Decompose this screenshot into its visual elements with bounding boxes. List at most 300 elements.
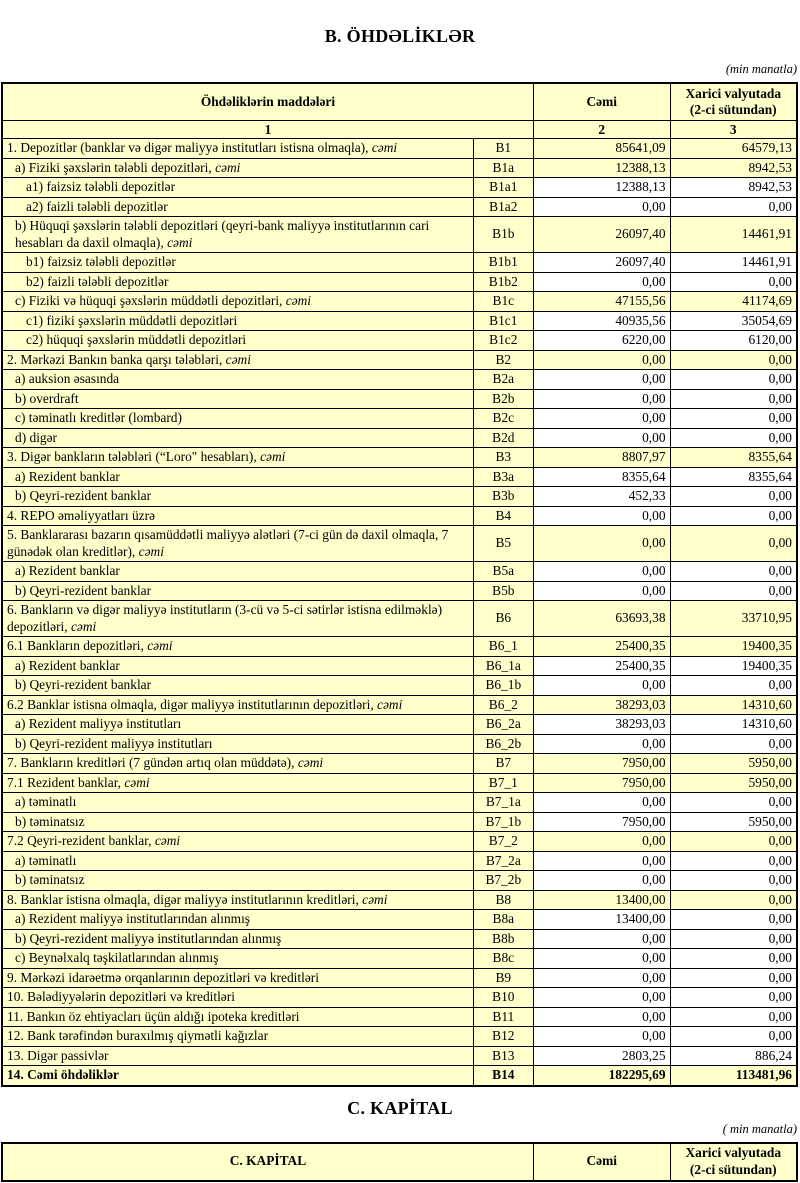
- row-code-cell: B6_1b: [473, 676, 533, 696]
- row-label-cell: [2, 217, 473, 253]
- table-row: [2, 253, 797, 273]
- row-total-value-cell: 0,00: [533, 676, 670, 696]
- row-label: b) Qeyri-rezident banklar: [15, 677, 152, 692]
- row-label: a) Fiziki şəxslərin tələbli depozitləri,: [15, 159, 212, 175]
- table-row: [2, 178, 797, 198]
- capital-header-fx-line1: Xarici valyutada: [685, 1145, 782, 1160]
- table-row: [2, 331, 797, 351]
- row-label-cell: [2, 526, 473, 562]
- row-label-cell: [2, 178, 473, 198]
- row-label-cell: [2, 812, 473, 832]
- row-fx-value-cell: 0,00: [670, 890, 797, 910]
- row-fx-value-cell: 14461,91: [670, 253, 797, 273]
- row-label: 11. Bankın öz ehtiyacları üçün aldığı ipoteka kreditləri: [7, 1008, 300, 1024]
- row-code-cell: B2b: [473, 389, 533, 409]
- row-label: b) təminatsız: [15, 872, 85, 887]
- row-label-cell: [2, 715, 473, 735]
- row-fx-value-cell: 14310,60: [670, 695, 797, 715]
- row-code-cell: B3b: [473, 487, 533, 507]
- table-row: [2, 754, 797, 774]
- row-label: b1) faizsiz tələbli depozitlər: [26, 254, 176, 269]
- row-fx-value-cell: 0,00: [670, 910, 797, 930]
- row-total-value-cell: 85641,09: [533, 139, 670, 159]
- row-label: b) overdraft: [15, 390, 79, 406]
- row-total-value-cell: 0,00: [533, 734, 670, 754]
- table-row: [2, 715, 797, 735]
- row-total-value-cell: 0,00: [533, 506, 670, 526]
- row-total-value-cell: 0,00: [533, 929, 670, 949]
- table-row: [2, 350, 797, 370]
- row-label-cell: [2, 370, 473, 390]
- row-label-cell: [2, 734, 473, 754]
- table-row: [2, 1027, 797, 1047]
- row-fx-value-cell: 8942,53: [670, 158, 797, 178]
- row-label-cell: [2, 331, 473, 351]
- row-label: 7. Bankların kreditləri (7 gündən artıq olan müddətə),: [7, 755, 295, 770]
- row-code-cell: B7_2b: [473, 871, 533, 891]
- table-row: [2, 929, 797, 949]
- row-label-cell: [2, 139, 473, 159]
- row-code-cell: B7_1a: [473, 793, 533, 813]
- row-fx-value-cell: 5950,00: [670, 812, 797, 832]
- row-label-suffix: cəmi: [154, 833, 181, 848]
- row-total-value-cell: 0,00: [533, 562, 670, 582]
- row-label-suffix: cəmi: [285, 293, 312, 308]
- table-row: [2, 292, 797, 312]
- row-fx-value-cell: 5950,00: [670, 754, 797, 774]
- row-total-value-cell: 63693,38: [533, 601, 670, 637]
- row-label-cell: [2, 968, 473, 988]
- row-code-cell: B7_1b: [473, 812, 533, 832]
- row-label-cell: [2, 793, 473, 813]
- row-fx-value-cell: 41174,69: [670, 292, 797, 312]
- row-fx-value-cell: 0,00: [670, 929, 797, 949]
- row-total-value-cell: 0,00: [533, 409, 670, 429]
- row-label: b) Hüquqi şəxslərin tələbli depozitləri (qeyri-bank maliyyə institutlarının cari hesabları da daxil olmaqla),: [15, 218, 430, 250]
- row-fx-value-cell: 0,00: [670, 793, 797, 813]
- row-label-cell: [2, 350, 473, 370]
- row-label: a) Rezident banklar: [15, 468, 120, 484]
- row-label: 3. Digər bankların tələbləri (“Loro" hesabları),: [7, 449, 257, 464]
- liabilities-header-row: [2, 83, 797, 121]
- row-label: a) təminatlı: [15, 794, 77, 809]
- index-col-3: 3: [670, 121, 797, 139]
- table-row: [2, 1007, 797, 1027]
- row-code-cell: B2c: [473, 409, 533, 429]
- row-code-cell: B8: [473, 890, 533, 910]
- row-label-cell: [2, 754, 473, 774]
- capital-table: [1, 1142, 798, 1182]
- row-code-cell: B12: [473, 1027, 533, 1047]
- table-row: [2, 871, 797, 891]
- table-row: [2, 910, 797, 930]
- table-row: [2, 272, 797, 292]
- row-total-value-cell: 0,00: [533, 1007, 670, 1027]
- row-fx-value-cell: 0,00: [670, 487, 797, 507]
- row-code-cell: B7_2a: [473, 851, 533, 871]
- capital-header-fx-line2: (2-ci sütundan): [689, 1161, 777, 1177]
- row-total-value-cell: 0,00: [533, 272, 670, 292]
- row-label-suffix: cəmi: [297, 755, 324, 770]
- row-label-cell: [2, 581, 473, 601]
- row-code-cell: B1a1: [473, 178, 533, 198]
- row-label-cell: [2, 988, 473, 1008]
- capital-header-items-column: C. KAPİTAL: [2, 1143, 533, 1181]
- row-label: 2. Mərkəzi Bankın banka qarşı tələbləri,: [7, 351, 223, 367]
- row-label-cell: [2, 409, 473, 429]
- row-fx-value-cell: 0,00: [670, 1007, 797, 1027]
- table-row: [2, 773, 797, 793]
- row-fx-value-cell: 0,00: [670, 389, 797, 409]
- row-total-value-cell: 0,00: [533, 968, 670, 988]
- row-total-value-cell: 7950,00: [533, 754, 670, 774]
- row-label-suffix: cəmi: [167, 234, 193, 250]
- row-total-value-cell: 12388,13: [533, 178, 670, 198]
- liabilities-table-body: [2, 139, 797, 1086]
- row-label: 6.1 Bankların depozitləri,: [7, 638, 144, 653]
- row-label-cell: [2, 1066, 473, 1086]
- row-total-value-cell: 0,00: [533, 851, 670, 871]
- row-label-suffix: cəmi: [138, 543, 164, 559]
- row-code-cell: B1: [473, 139, 533, 159]
- row-label: 5. Banklararası bazarın qısamüddətli maliyyə alətləri (7-ci gün də daxil olmaqla, 7 günədək olan kreditlər),: [7, 527, 449, 559]
- row-fx-value-cell: 14461,91: [670, 217, 797, 253]
- table-row: [2, 428, 797, 448]
- capital-header-fx-column: [670, 1143, 797, 1181]
- row-total-value-cell: 0,00: [533, 581, 670, 601]
- table-row: [2, 988, 797, 1008]
- row-code-cell: B8b: [473, 929, 533, 949]
- row-label-suffix: cəmi: [377, 696, 403, 712]
- row-label-suffix: cəmi: [70, 618, 97, 634]
- row-code-cell: B6_1: [473, 637, 533, 657]
- row-label-cell: [2, 949, 473, 969]
- table-row: [2, 311, 797, 331]
- row-total-value-cell: 13400,00: [533, 910, 670, 930]
- row-label: b) Qeyri-rezident maliyyə institutları: [15, 735, 213, 751]
- unit-note-bottom: ( min manatla): [722, 1121, 797, 1136]
- row-code-cell: B6: [473, 601, 533, 637]
- balance-sheet-page: [0, 26, 800, 1182]
- row-label: c) Beynəlxalq təşkilatlarından alınmış: [15, 950, 219, 965]
- table-row: [2, 370, 797, 390]
- row-label-cell: [2, 773, 473, 793]
- row-label-cell: [2, 506, 473, 526]
- table-row: [2, 506, 797, 526]
- row-label-cell: [2, 448, 473, 468]
- row-code-cell: B6_1a: [473, 656, 533, 676]
- header-items-column: Öhdəliklərin maddələri: [2, 83, 533, 121]
- table-row: [2, 601, 797, 637]
- row-label: 4. REPO əməliyyatları üzrə: [7, 507, 155, 523]
- row-total-value-cell: 0,00: [533, 1027, 670, 1047]
- table-row: [2, 158, 797, 178]
- row-fx-value-cell: 0,00: [670, 851, 797, 871]
- row-label-cell: [2, 1027, 473, 1047]
- table-row: [2, 581, 797, 601]
- table-row: [2, 695, 797, 715]
- table-row: [2, 526, 797, 562]
- row-label-cell: [2, 695, 473, 715]
- row-total-value-cell: 0,00: [533, 197, 670, 217]
- liabilities-table: [1, 82, 798, 1087]
- row-label: 7.1 Rezident banklar,: [7, 774, 121, 790]
- row-label-cell: [2, 311, 473, 331]
- row-label-cell: [2, 272, 473, 292]
- row-total-value-cell: 25400,35: [533, 637, 670, 657]
- index-col-1: 1: [2, 121, 533, 139]
- row-fx-value-cell: 0,00: [670, 871, 797, 891]
- table-row: [2, 949, 797, 969]
- row-label: 13. Digər passivlər: [7, 1047, 109, 1063]
- row-label-suffix: cəmi: [371, 140, 398, 155]
- row-label-cell: [2, 1046, 473, 1066]
- table-row: [2, 968, 797, 988]
- row-label: 7.2 Qeyri-rezident banklar,: [7, 833, 152, 848]
- row-code-cell: B7_1: [473, 773, 533, 793]
- row-fx-value-cell: 0,00: [670, 370, 797, 390]
- row-total-value-cell: 38293,03: [533, 695, 670, 715]
- row-label: a) təminatlı: [15, 852, 77, 868]
- row-total-value-cell: 7950,00: [533, 812, 670, 832]
- row-label: c) təminatlı kreditlər (lombard): [15, 410, 182, 425]
- table-row: [2, 832, 797, 852]
- table-row: [2, 487, 797, 507]
- row-label: d) digər: [15, 429, 58, 445]
- row-code-cell: B7: [473, 754, 533, 774]
- column-index-row: [2, 121, 797, 139]
- row-label: b2) faizli tələbli depozitlər: [26, 273, 169, 289]
- row-fx-value-cell: 0,00: [670, 428, 797, 448]
- table-row: [2, 734, 797, 754]
- table-row: [2, 139, 797, 159]
- row-fx-value-cell: 0,00: [670, 676, 797, 696]
- row-total-value-cell: 0,00: [533, 428, 670, 448]
- table-row: [2, 409, 797, 429]
- row-fx-value-cell: 0,00: [670, 350, 797, 370]
- row-total-value-cell: 182295,69: [533, 1066, 670, 1086]
- header-fx-column: [670, 83, 797, 121]
- row-label: a) Rezident maliyyə institutlarından alınmış: [15, 911, 251, 926]
- row-code-cell: B8a: [473, 910, 533, 930]
- row-code-cell: B1a2: [473, 197, 533, 217]
- row-label-cell: [2, 637, 473, 657]
- row-label: 8. Banklar istisna olmaqla, digər maliyyə institutlarının kreditləri,: [7, 891, 359, 907]
- row-label: 14. Cəmi öhdəliklər: [7, 1067, 119, 1082]
- table-row: [2, 637, 797, 657]
- table-row: [2, 467, 797, 487]
- row-fx-value-cell: 0,00: [670, 988, 797, 1008]
- row-label: a) Rezident banklar: [15, 657, 120, 673]
- row-code-cell: B1b: [473, 217, 533, 253]
- row-total-value-cell: 38293,03: [533, 715, 670, 735]
- row-total-value-cell: 8355,64: [533, 467, 670, 487]
- row-label: 6. Bankların və digər maliyyə institutların (3-cü və 5-ci sətirlər istisna edilməklə) depozitləri,: [7, 602, 443, 634]
- row-code-cell: B3a: [473, 467, 533, 487]
- row-code-cell: B8c: [473, 949, 533, 969]
- row-total-value-cell: 2803,25: [533, 1046, 670, 1066]
- row-code-cell: B4: [473, 506, 533, 526]
- row-code-cell: B5a: [473, 562, 533, 582]
- row-code-cell: B11: [473, 1007, 533, 1027]
- row-fx-value-cell: 33710,95: [670, 601, 797, 637]
- index-col-2: 2: [533, 121, 670, 139]
- row-label-cell: [2, 428, 473, 448]
- row-code-cell: B3: [473, 448, 533, 468]
- row-total-value-cell: 6220,00: [533, 331, 670, 351]
- row-label-suffix: cəmi: [215, 159, 241, 175]
- row-total-value-cell: 7950,00: [533, 773, 670, 793]
- row-total-value-cell: 452,33: [533, 487, 670, 507]
- row-label: c2) hüquqi şəxslərin müddətli depozitləri: [26, 332, 247, 347]
- row-fx-value-cell: 8942,53: [670, 178, 797, 198]
- row-fx-value-cell: 8355,64: [670, 448, 797, 468]
- row-total-value-cell: 0,00: [533, 832, 670, 852]
- capital-header-row: [2, 1143, 797, 1181]
- row-fx-value-cell: 19400,35: [670, 637, 797, 657]
- row-label: a) Rezident banklar: [15, 563, 120, 578]
- row-fx-value-cell: 5950,00: [670, 773, 797, 793]
- row-label: 9. Mərkəzi idarəetmə orqanlarının depozitləri və kreditləri: [7, 969, 319, 985]
- row-label-cell: [2, 197, 473, 217]
- row-fx-value-cell: 35054,69: [670, 311, 797, 331]
- row-total-value-cell: 0,00: [533, 988, 670, 1008]
- row-total-value-cell: 25400,35: [533, 656, 670, 676]
- row-label-cell: [2, 851, 473, 871]
- table-row: [2, 448, 797, 468]
- row-label-cell: [2, 890, 473, 910]
- capital-header-total-column: Cəmi: [533, 1143, 670, 1181]
- row-label-suffix: cəmi: [225, 351, 251, 367]
- row-total-value-cell: 12388,13: [533, 158, 670, 178]
- row-code-cell: B6_2b: [473, 734, 533, 754]
- row-total-value-cell: 0,00: [533, 370, 670, 390]
- table-row: [2, 812, 797, 832]
- row-label-cell: [2, 910, 473, 930]
- row-total-value-cell: 0,00: [533, 350, 670, 370]
- table-row: [2, 389, 797, 409]
- row-label-suffix: cəmi: [124, 774, 150, 790]
- row-label-cell: [2, 676, 473, 696]
- row-total-value-cell: 26097,40: [533, 217, 670, 253]
- row-label-cell: [2, 467, 473, 487]
- row-label: 10. Bələdiyyələrin depozitləri və kreditləri: [7, 989, 235, 1004]
- row-code-cell: B1c2: [473, 331, 533, 351]
- row-label: b) Qeyri-rezident maliyyə institutlarından alınmış: [15, 930, 282, 946]
- row-fx-value-cell: 0,00: [670, 968, 797, 988]
- row-label-suffix: cəmi: [147, 638, 173, 653]
- row-label: b) Qeyri-rezident banklar: [15, 488, 152, 503]
- row-code-cell: B10: [473, 988, 533, 1008]
- row-code-cell: B1b2: [473, 272, 533, 292]
- table-row: [2, 197, 797, 217]
- row-fx-value-cell: 6120,00: [670, 331, 797, 351]
- table-row: [2, 656, 797, 676]
- row-label-cell: [2, 929, 473, 949]
- row-fx-value-cell: 0,00: [670, 526, 797, 562]
- row-code-cell: B1c: [473, 292, 533, 312]
- row-code-cell: B7_2: [473, 832, 533, 852]
- row-total-value-cell: 26097,40: [533, 253, 670, 273]
- row-label: b) təminatsız: [15, 813, 85, 829]
- table-row: [2, 217, 797, 253]
- row-fx-value-cell: 0,00: [670, 409, 797, 429]
- row-label: 6.2 Banklar istisna olmaqla, digər maliyyə institutlarının depozitləri,: [7, 696, 374, 712]
- row-fx-value-cell: 8355,64: [670, 467, 797, 487]
- row-total-value-cell: 0,00: [533, 793, 670, 813]
- row-label: a1) faizsiz tələbli depozitlər: [26, 179, 176, 194]
- header-fx-line1: Xarici valyutada: [685, 85, 782, 101]
- row-fx-value-cell: 0,00: [670, 506, 797, 526]
- row-fx-value-cell: 0,00: [670, 272, 797, 292]
- unit-note-top: (min manatla): [725, 62, 797, 76]
- row-label: 1. Depozitlər (banklar və digər maliyyə institutları istisna olmaqla),: [7, 140, 369, 155]
- table-row: [2, 562, 797, 582]
- row-label-cell: [2, 292, 473, 312]
- row-code-cell: B2: [473, 350, 533, 370]
- row-code-cell: B2d: [473, 428, 533, 448]
- table-row: [2, 793, 797, 813]
- row-code-cell: B6_2: [473, 695, 533, 715]
- row-label: a) auksion əsasında: [15, 371, 120, 386]
- row-code-cell: B1c1: [473, 311, 533, 331]
- section-c-title: C. KAPİTAL: [347, 1097, 453, 1118]
- row-code-cell: B9: [473, 968, 533, 988]
- row-total-value-cell: 40935,56: [533, 311, 670, 331]
- row-code-cell: B1a: [473, 158, 533, 178]
- row-label: a) Rezident maliyyə institutları: [15, 716, 182, 731]
- row-fx-value-cell: 113481,96: [670, 1066, 797, 1086]
- row-total-value-cell: 0,00: [533, 871, 670, 891]
- row-fx-value-cell: 0,00: [670, 832, 797, 852]
- row-label-cell: [2, 871, 473, 891]
- row-fx-value-cell: 0,00: [670, 562, 797, 582]
- header-total-column: Cəmi: [533, 83, 670, 121]
- row-label-cell: [2, 487, 473, 507]
- row-label-cell: [2, 832, 473, 852]
- table-row: [2, 1066, 797, 1086]
- row-fx-value-cell: 14310,60: [670, 715, 797, 735]
- row-fx-value-cell: 886,24: [670, 1046, 797, 1066]
- row-label-cell: [2, 158, 473, 178]
- row-label: 12. Bank tərəfindən buraxılmış qiymətli kağızlar: [7, 1028, 269, 1043]
- row-fx-value-cell: 64579,13: [670, 139, 797, 159]
- row-code-cell: B14: [473, 1066, 533, 1086]
- row-label: b) Qeyri-rezident banklar: [15, 582, 152, 598]
- row-label-suffix: cəmi: [362, 891, 388, 907]
- row-total-value-cell: 47155,56: [533, 292, 670, 312]
- row-total-value-cell: 0,00: [533, 526, 670, 562]
- row-total-value-cell: 0,00: [533, 949, 670, 969]
- header-fx-line2: (2-ci sütundan): [689, 102, 777, 117]
- row-code-cell: B1b1: [473, 253, 533, 273]
- row-total-value-cell: 8807,97: [533, 448, 670, 468]
- row-total-value-cell: 0,00: [533, 389, 670, 409]
- row-code-cell: B6_2a: [473, 715, 533, 735]
- row-fx-value-cell: 19400,35: [670, 656, 797, 676]
- table-row: [2, 851, 797, 871]
- row-label: c1) fiziki şəxslərin müddətli depozitləri: [26, 312, 238, 328]
- row-label-cell: [2, 656, 473, 676]
- row-fx-value-cell: 0,00: [670, 949, 797, 969]
- row-code-cell: B13: [473, 1046, 533, 1066]
- row-label-cell: [2, 253, 473, 273]
- section-b-title: B. ÖHDƏLİKLƏR: [324, 26, 476, 46]
- table-row: [2, 890, 797, 910]
- row-fx-value-cell: 0,00: [670, 581, 797, 601]
- row-label: a2) faizli tələbli depozitlər: [26, 198, 168, 214]
- row-label-cell: [2, 562, 473, 582]
